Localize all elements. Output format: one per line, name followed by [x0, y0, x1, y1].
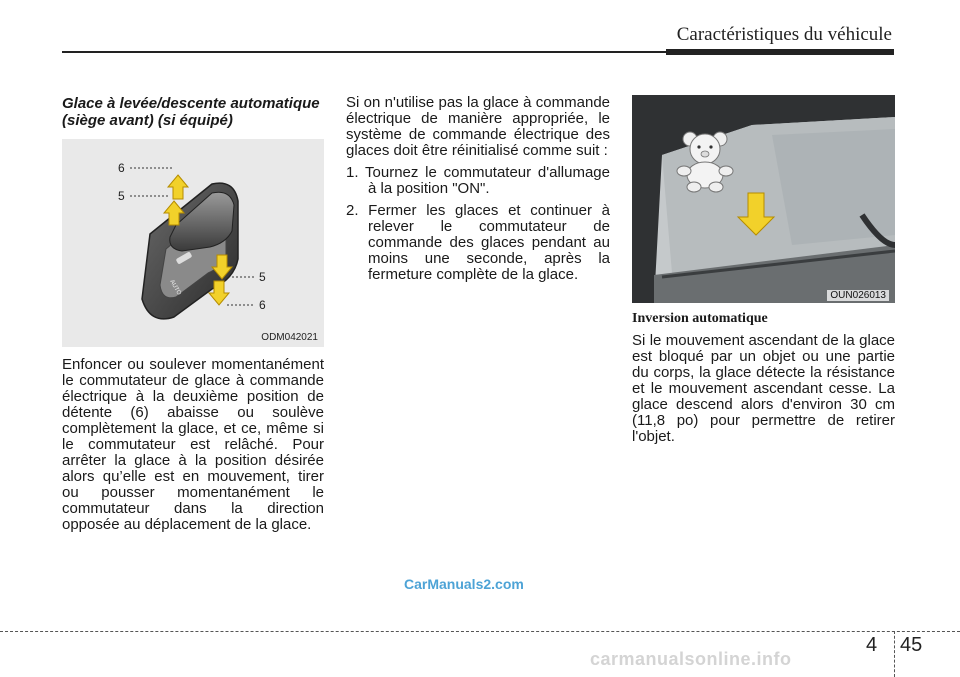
carmanuals-watermark-link[interactable]: CarManuals2.com: [404, 576, 524, 592]
middle-column: [346, 95, 610, 289]
middle-intro: Si on n'utilise pas la glace à commande électrique de manière appropriée, le système de commande électrique des glaces doit être réinitialisé comme suit :: [346, 94, 610, 159]
auto-reverse-heading: Inversion automatique: [632, 311, 768, 326]
header-rule: [62, 51, 666, 53]
header-bar: [666, 49, 894, 55]
site-watermark: carmanualsonline.info: [590, 649, 792, 669]
left-column: [62, 95, 324, 533]
right-column: [632, 95, 895, 445]
list-item: 1. Tournez le commutateur d'allumage à la position "ON".: [346, 164, 610, 197]
up-arrow-6: [168, 175, 188, 199]
list-item: 2. Fermer les glaces et continuer à relever le commutateur de commande des glaces pendant au moins une seconde, après la fermeture complète de la glace.: [346, 202, 610, 283]
footer-rule: [0, 631, 960, 632]
window-switch-illustration: [62, 139, 324, 347]
car-window-illustration: [632, 95, 895, 303]
left-paragraph: Enfoncer ou soulever momentanément le commutateur de glace à commande électrique à la deuxième position de détente (6) abaisse ou soulève complètement la glace, et ce, même si le commutateur est relâché. Pour arrêter la glace à la position désirée alors qu’elle est en mouvement, tirer ou pousser momentanément le commutateur dans la direction opposée au déplacement de la glace.: [62, 356, 324, 533]
header-title: Caractéristiques du véhicule: [676, 24, 892, 45]
section-heading: Glace à levée/descente automatique (siège avant) (si équipé): [62, 95, 320, 129]
page-chapter: 4: [866, 634, 878, 656]
label-down-6: 6: [259, 298, 266, 312]
page-number: 45: [900, 634, 923, 656]
right-paragraph: Si le mouvement ascendant de la glace est bloqué par un objet ou une partie du corps, la glace détecte la résistance et le mouvement ascendant cesse. La glace descend alors d'environ 30 cm (11,8 po) pour permettre de retirer l'objet.: [632, 332, 895, 445]
switch-auto-text: AUTO: [168, 279, 182, 297]
photo-code: OUN026013: [827, 290, 889, 301]
window-photo: [632, 95, 895, 303]
switch-figure: [62, 139, 324, 347]
label-up-6: 6: [118, 161, 125, 175]
label-up-5: 5: [118, 189, 125, 203]
reset-steps-list: [346, 165, 610, 283]
figure-code: ODM042021: [261, 332, 318, 343]
footer-divider: [894, 631, 895, 677]
label-down-5: 5: [259, 270, 266, 284]
